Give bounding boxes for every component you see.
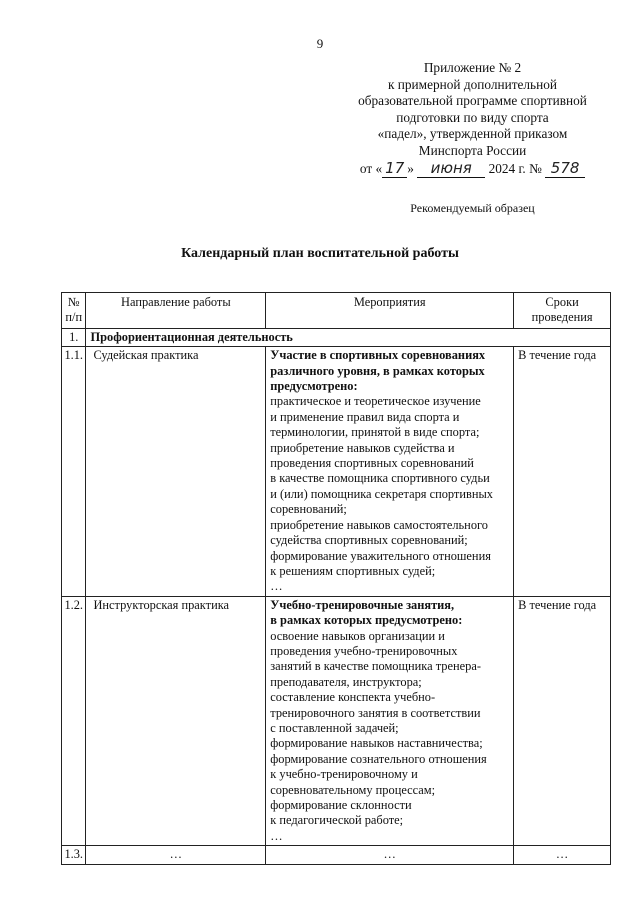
event-line: с поставленной задачей; xyxy=(270,720,399,735)
event-line: освоение навыков организации и xyxy=(270,628,445,643)
section-row xyxy=(62,328,611,346)
event-line: проведения учебно-тренировочных xyxy=(270,643,458,658)
order-number-handwritten: 578 xyxy=(550,158,580,177)
row-direction: … xyxy=(86,846,266,864)
event-bold-line: Участие в спортивных соревнованиях xyxy=(270,348,486,363)
event-line: … xyxy=(383,847,396,862)
event-line: формирование навыков наставничества; xyxy=(270,736,483,751)
event-line: формирование склонности xyxy=(270,798,412,812)
event-line: и (или) помощника секретаря спортивных xyxy=(270,486,493,501)
event-line: и применение правил вида спорта и xyxy=(270,409,460,424)
event-line: к педагогической работе; xyxy=(270,813,404,828)
row-direction: Судейская практика xyxy=(86,347,266,597)
header-direction: Направление работы xyxy=(86,293,266,329)
date-year: 2024 г. № xyxy=(488,160,542,176)
section-num: 1. xyxy=(62,328,86,346)
event-bold-line: в рамках которых предусмотрено: xyxy=(270,613,463,628)
appendix-line: подготовки по виду спорта xyxy=(396,109,549,125)
row-events xyxy=(266,347,514,597)
event-line: к решениям спортивных судей; xyxy=(270,563,436,578)
appendix-line: «падел», утвержденной приказом xyxy=(377,126,568,142)
event-line: практическое и теоретическое изучение xyxy=(270,394,481,409)
event-line: соревнований; xyxy=(270,502,347,517)
event-line: к учебно-тренировочному и xyxy=(270,767,418,782)
section-title: Профориентационная деятельность xyxy=(86,328,611,346)
row-events xyxy=(266,846,514,864)
event-line: … xyxy=(270,828,283,843)
event-line: соревновательному процессам; xyxy=(270,782,436,797)
appendix-line: Приложение № 2 xyxy=(423,60,522,75)
table-row xyxy=(62,846,611,864)
event-line: занятий в качестве помощника тренера- xyxy=(270,659,481,674)
header-num: № п/п xyxy=(62,293,86,329)
row-direction: Инструкторская практика xyxy=(86,596,266,846)
event-line: формирование уважительного отношения xyxy=(270,548,491,563)
page-number: 9 xyxy=(316,36,324,51)
event-line: составление конспекта учебно- xyxy=(270,690,436,705)
date-mid: » xyxy=(407,160,414,176)
row-num: 1.3. xyxy=(62,846,86,864)
header-terms: Сроки проведения xyxy=(514,293,611,329)
row-num: 1.2. xyxy=(62,596,86,846)
calendar-plan-table xyxy=(61,292,611,865)
recommended-sample-label: Рекомендуемый образец xyxy=(410,201,535,215)
date-month-handwritten: июня xyxy=(430,158,472,177)
event-line: проведения спортивных соревнований xyxy=(270,456,474,471)
row-terms: В течение года xyxy=(514,596,611,846)
event-line: терминологии, принятой в виде спорта; xyxy=(270,425,480,440)
table-row xyxy=(62,347,611,597)
event-bold-line: Учебно-тренировочные занятия, xyxy=(270,597,455,612)
event-line: тренировочного занятия в соответствии xyxy=(270,705,481,720)
appendix-line: образовательной программе спортивной xyxy=(358,93,587,109)
row-terms: В течение года xyxy=(514,347,611,597)
appendix-block xyxy=(330,60,615,178)
appendix-line: к примерной дополнительной xyxy=(388,76,557,92)
row-terms: … xyxy=(514,846,611,864)
event-line: приобретение навыков самостоятельного xyxy=(270,517,488,532)
appendix-line: Минспорта России xyxy=(418,142,527,158)
event-line: формирование сознательного отношения xyxy=(270,751,487,766)
document-title: Календарный план воспитательной работы xyxy=(181,246,459,261)
event-line: в качестве помощника спортивного судьи xyxy=(270,471,490,486)
table-row xyxy=(62,596,611,846)
date-prefix: от « xyxy=(359,160,383,176)
event-line: судейства спортивных соревнований; xyxy=(270,533,468,548)
event-line: … xyxy=(270,579,283,594)
table-header-row xyxy=(62,293,611,329)
order-date-line xyxy=(330,160,615,179)
date-day-handwritten: 17 xyxy=(385,158,405,177)
event-line: приобретение навыков судейства и xyxy=(270,440,455,455)
event-line: преподавателя, инструктора; xyxy=(270,674,422,689)
row-num: 1.1. xyxy=(62,347,86,597)
event-bold-line: предусмотрено: xyxy=(270,379,358,394)
event-bold-line: различного уровня, в рамках которых xyxy=(270,363,485,378)
header-events: Мероприятия xyxy=(266,293,514,329)
row-events xyxy=(266,596,514,846)
